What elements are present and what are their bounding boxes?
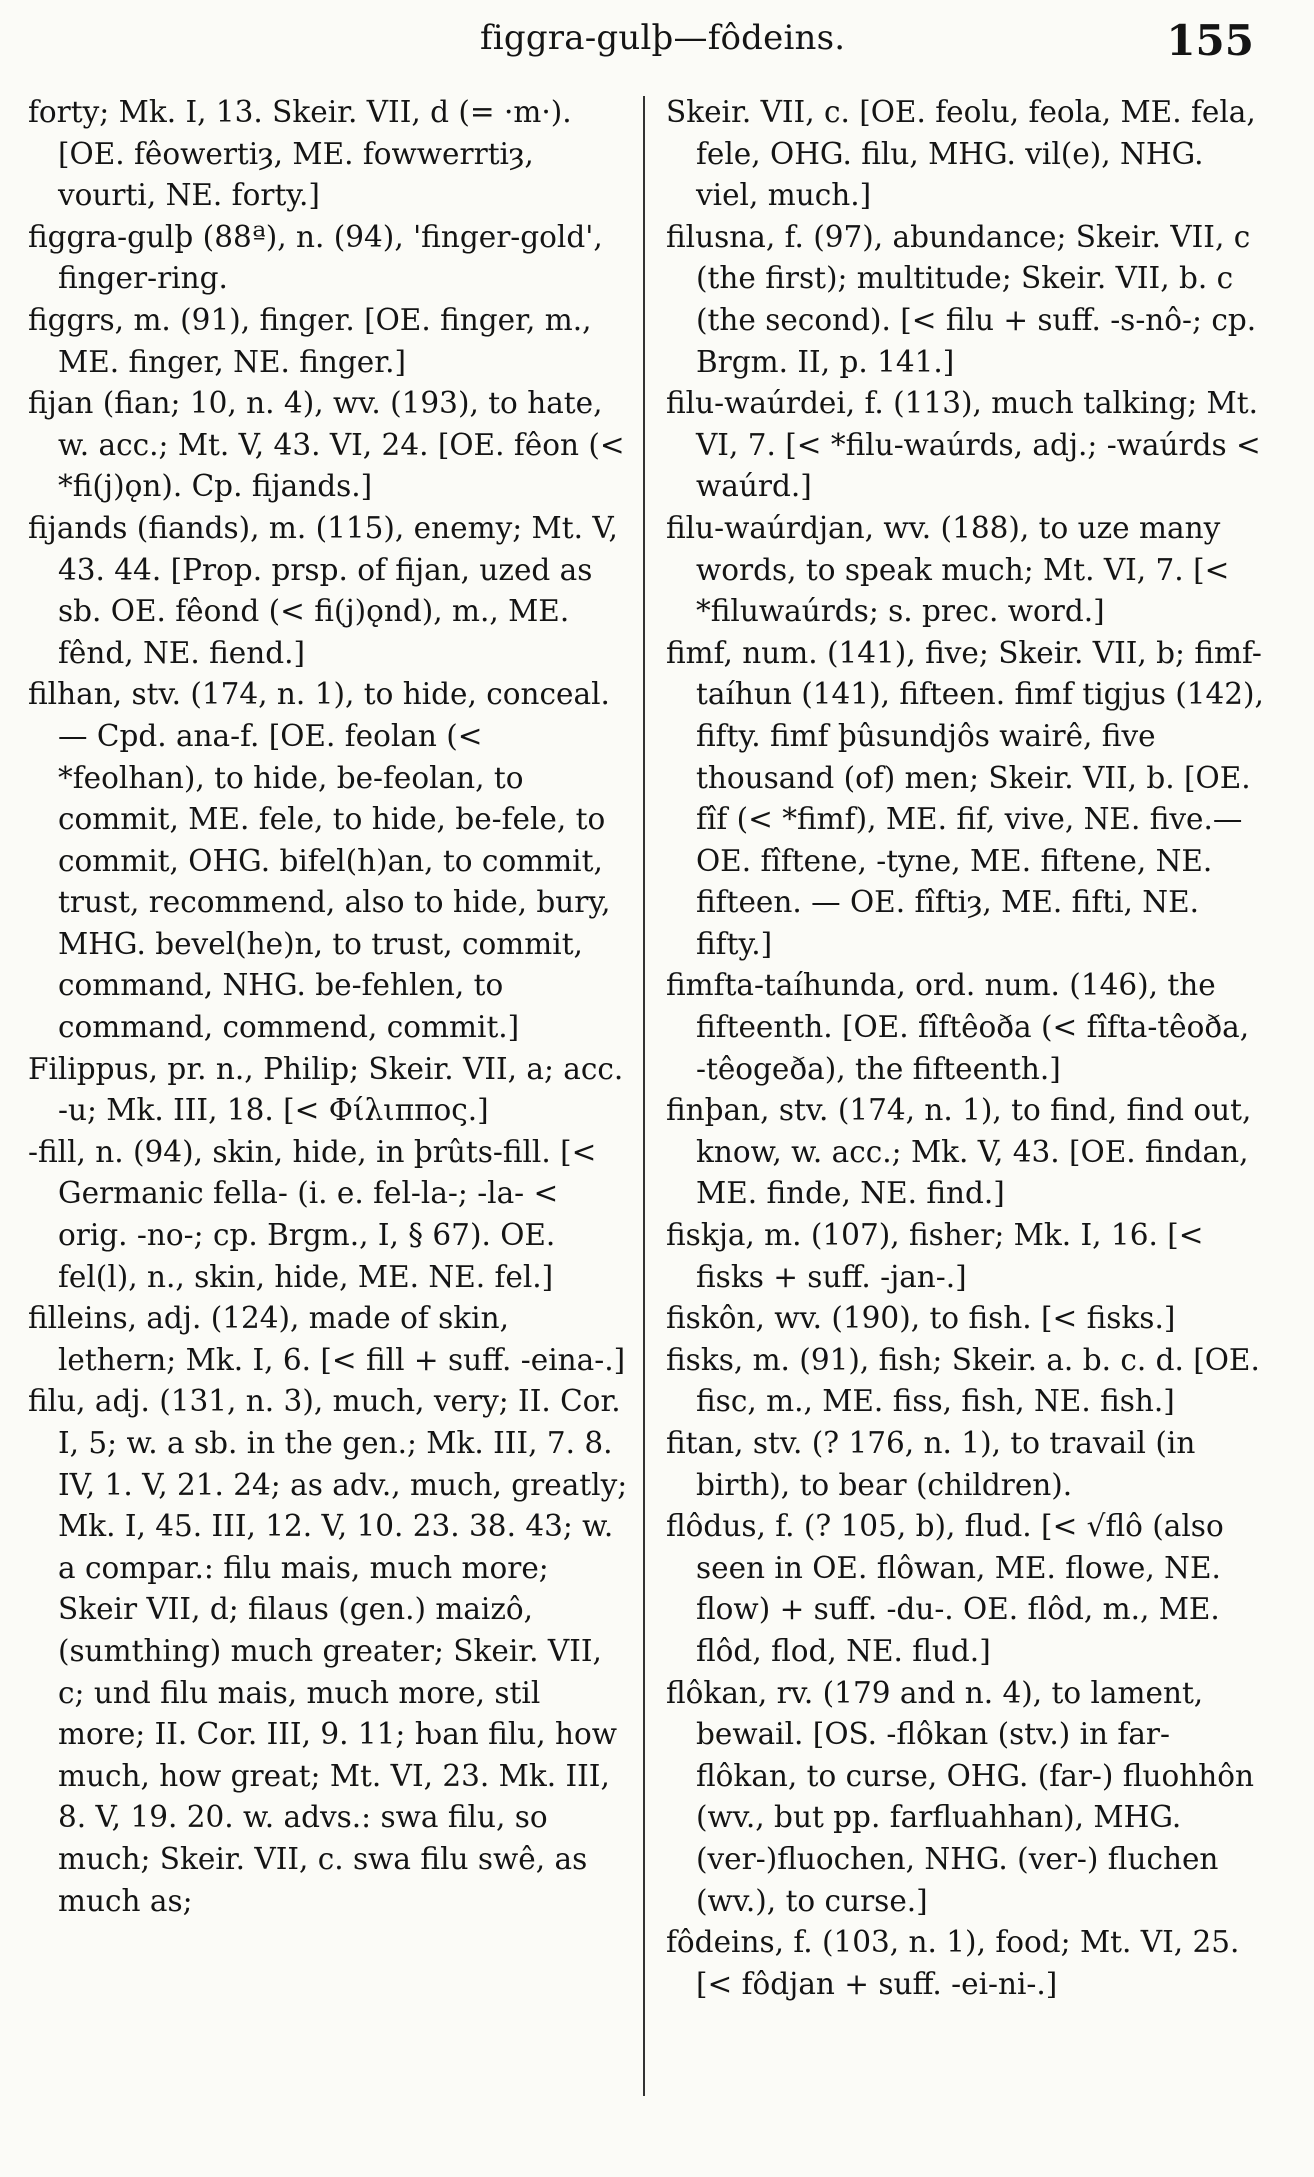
running-head: figgra-gulþ—fôdeins. [480, 18, 846, 58]
page-number: 155 [1166, 16, 1254, 65]
dictionary-entry: fimfta-taíhunda, ord. num. (146), the fifteenth. [OE. fîftêoða (< fîfta-têoða, -têogeða), the fifteenth.] [666, 968, 1259, 1086]
dictionary-entry: filhan, stv. (174, n. 1), to hide, conceal. — Cpd. ana-f. [OE. feolan (< *feolhan), to hide, be-feolan, to commit, ME. fele, to hide, be-fele, to commit, OHG. bifel(h)an, to commit, trust, recommend, also to hide, bury, MHG. bevel(he)n, to trust, commit, command, NHG. be-fehlen, to command, commend, commit.] [28, 677, 620, 1045]
dictionary-entry: figgra-gulþ (88ª), n. (94), 'finger-gold', finger-ring. [28, 219, 613, 296]
dictionary-entry: figgrs, m. (91), finger. [OE. finger, m., ME. finger, NE. finger.] [28, 302, 601, 379]
dictionary-entry: -fill, n. (94), skin, hide, in þrûts-fill. [< Germanic fella- (i. e. fel-la-; -la- < orig. -no-; cp. Brgm., I, § 67). OE. fel(l), n., skin, hide, ME. NE. fel.] [28, 1134, 606, 1294]
dictionary-entry: filu-waúrdei, f. (113), much talking; Mt. VI, 7. [< *filu-waúrds, adj.; -waúrds < waúrd.] [666, 386, 1271, 504]
dictionary-entry: filleins, adj. (124), made of skin, lethern; Mk. I, 6. [< fill + suff. -eina-.] [28, 1301, 626, 1377]
dictionary-entry: filu, adj. (131, n. 3), much, very; II. Cor. I, 5; w. a sb. in the gen.; Mk. III, 7. 8. IV, 1. V, 21. 24; as adv., much, greatly; Mk. I, 45. III, 12. V, 10. 23. 38. 43; w. a compar.: filu mais, much more; Skeir VII, d; filaus (gen.) maizô, (sumthing) much greater; Skeir. VII, c; und filu mais, much more, stil more; II. Cor. III, 9. 11; ƕan filu, how much, how great; Mt. VI, 23. Mk. III, 8. V, 19. 20. w. advs.: swa filu, so much; Skeir. VII, c. swa filu swê, as much as; [28, 1384, 637, 1918]
dictionary-entry: fitan, stv. (? 176, n. 1), to travail (in birth), to bear (children). [666, 1426, 1205, 1502]
right-column [666, 92, 1274, 2005]
page-header [0, 10, 1314, 65]
dictionary-entry: filu-waúrdjan, wv. (188), to uze many words, to speak much; Mt. VI, 7. [< *filuwaúrds; s. prec. word.] [666, 510, 1239, 629]
dictionary-entry: Filippus, pr. n., Philip; Skeir. VII, a; acc. -u; Mk. III, 18. [< Φίλιππος.] [28, 1051, 633, 1128]
column-divider [643, 96, 645, 2096]
dictionary-entry: Skeir. VII, c. [OE. feolu, feola, ME. fela, fele, OHG. filu, MHG. vil(e), NHG. viel, much.] [666, 95, 1266, 213]
dictionary-entry: fôdeins, f. (103, n. 1), food; Mt. VI, 25. [< fôdjan + suff. -ei-ni-.] [666, 1925, 1249, 2001]
dictionary-entry: fisks, m. (91), fish; Skeir. a. b. c. d. [OE. fisc, m., ME. fiss, fish, NE. fish.] [666, 1342, 1270, 1419]
dictionary-entry: fijands (fiands), m. (115), enemy; Mt. V, 43. 44. [Prop. prsp. of fijan, uzed as sb. OE. fêond (< fi(j)ǫnd), m., ME. fênd, NE. fiend.] [28, 510, 628, 670]
dictionary-entry: forty; Mk. I, 13. Skeir. VII, d (= ·m·). [OE. fêowertiȝ, ME. fowwerrtiȝ, vourti, NE. forty.] [28, 95, 581, 213]
left-column [28, 92, 637, 1922]
dictionary-entry: flôkan, rv. (179 and n. 4), to lament, bewail. [OS. -flôkan (stv.) in far-flôkan, to curse, OHG. (far-) fluohhôn (wv., but pp. farfluahhan), MHG. (ver-)fluochen, NHG. (ver-) fluchen (wv.), to curse.] [666, 1675, 1264, 1918]
dictionary-entry: fiskôn, wv. (190), to fish. [< fisks.] [666, 1301, 1176, 1336]
dictionary-entry: filusna, f. (97), abundance; Skeir. VII, c (the first); multitude; Skeir. VII, b. c (the second). [< filu + suff. -s-nô-; cp. Brgm. II, p. 141.] [666, 219, 1266, 379]
dictionary-entry: fiskja, m. (107), fisher; Mk. I, 16. [< fisks + suff. -jan-.] [666, 1218, 1213, 1294]
dictionary-entry: fimf, num. (141), five; Skeir. VII, b; fimf-taíhun (141), fifteen. fimf tigjus (142), fifty. fimf þûsundjôs wairê, five thousand (of) men; Skeir. VII, b. [OE. fîf (< *fimf), ME. fif, vive, NE. five.—OE. fîftene, -tyne, ME. fiftene, NE. fifteen. — OE. fîftiȝ, ME. fifti, NE. fifty.] [666, 635, 1274, 961]
dictionary-entry: finþan, stv. (174, n. 1), to find, find out, know, w. acc.; Mk. V, 43. [OE. findan, ME. finde, NE. find.] [666, 1093, 1261, 1211]
dictionary-entry: fijan (fian; 10, n. 4), wv. (193), to hate, w. acc.; Mt. V, 43. VI, 24. [OE. fêon (< *fi(j)ǫn). Cp. fijands.] [28, 386, 634, 504]
dictionary-entry: flôdus, f. (? 105, b), flud. [< √flô (also seen in OE. flôwan, ME. flowe, NE. flow) + suff. -du-. OE. flôd, m., ME. flôd, flod, NE. flud.] [666, 1509, 1234, 1668]
